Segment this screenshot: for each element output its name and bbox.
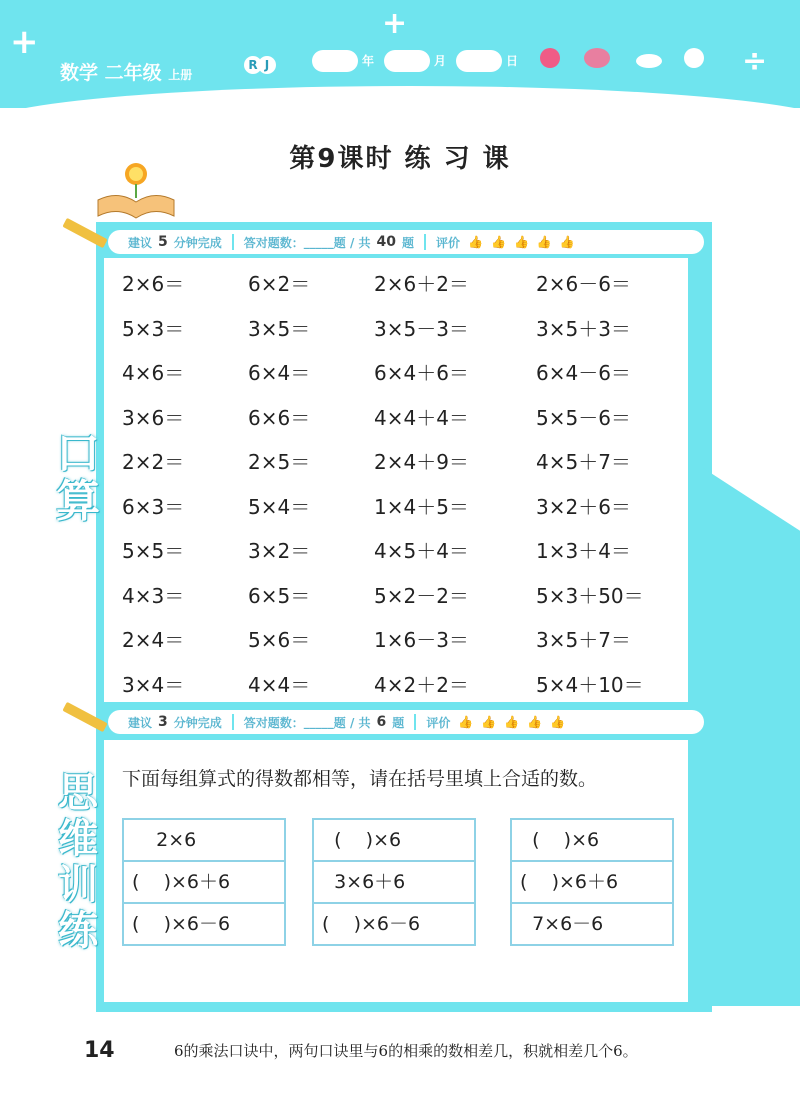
month-field[interactable] — [384, 50, 430, 72]
calc-problem[interactable]: 3×5＋7＝ — [536, 628, 631, 652]
calc-problem[interactable]: 6×6＝ — [248, 405, 311, 430]
year-field[interactable] — [312, 50, 358, 72]
page-number: 14 — [84, 1038, 115, 1063]
partly-cloudy-icon[interactable] — [584, 48, 610, 68]
calc-problem[interactable]: 5×5－6＝ — [536, 405, 631, 430]
calc-problem[interactable]: 5×3＋50＝ — [536, 583, 644, 608]
rating-thumbs-icon[interactable]: 👍👍👍👍👍 — [458, 715, 574, 729]
calc-problem[interactable]: 5×4＝ — [248, 494, 311, 519]
calc-problem[interactable]: 3×2＝ — [248, 539, 311, 563]
sunny-icon[interactable] — [540, 48, 560, 68]
calc-problem[interactable]: 2×4＝ — [122, 628, 185, 652]
calc-problem[interactable]: 5×5＝ — [122, 539, 185, 563]
subject-label: 数学 二年级 上册 — [60, 62, 193, 84]
rain-icon[interactable] — [636, 54, 662, 68]
panel-decoration — [700, 466, 800, 1006]
equation-group — [510, 818, 674, 946]
calc-problem[interactable]: 3×5＋3＝ — [536, 316, 631, 341]
calc-row — [104, 535, 674, 565]
calc-problem[interactable]: 5×2－2＝ — [374, 583, 469, 608]
divide-icon: ÷ — [742, 44, 768, 79]
calc-problem[interactable]: 4×6＝ — [122, 361, 185, 385]
calc-problem[interactable]: 6×3＝ — [122, 494, 185, 519]
calc-row — [104, 357, 674, 387]
calc-row — [104, 669, 674, 699]
calc-row — [104, 402, 674, 432]
calc-problem[interactable]: 2×2＝ — [122, 450, 185, 474]
footer-tip: 6的乘法口诀中，两句口诀里与6的相乘的数相差几，积就相差几个6。 — [174, 1042, 638, 1060]
section2-label: 思维训练 — [58, 770, 98, 954]
book-flower-icon — [96, 160, 176, 220]
snow-icon[interactable] — [684, 48, 704, 68]
calc-problem[interactable]: 4×2＋2＝ — [374, 672, 469, 697]
calc-row — [104, 446, 674, 476]
day-label: 日 — [506, 54, 519, 68]
calc-problem[interactable]: 4×5＋4＝ — [374, 539, 469, 563]
calc-problem[interactable]: 3×5－3＝ — [374, 316, 469, 341]
equation-cell[interactable]: ( )×6＋6 — [512, 860, 672, 902]
plus-icon: + — [10, 22, 39, 62]
calc-problem[interactable]: 4×4＝ — [248, 672, 311, 697]
lesson-title: 第9课时 练 习 课 — [289, 144, 511, 174]
edition-badge: R J — [244, 56, 272, 74]
calc-problem[interactable]: 6×4＋6＝ — [374, 361, 469, 385]
section1-label: 口算 — [56, 428, 100, 527]
section1-ribbon: 建议 5 分钟完成 答对题数： _____ 题 / 共 40 题 评价 👍👍👍👍👍 — [108, 230, 704, 254]
calc-problem[interactable]: 5×3＝ — [122, 316, 185, 341]
mental-math-card — [104, 258, 688, 702]
calc-row — [104, 580, 674, 610]
calc-problem[interactable]: 2×5＝ — [248, 450, 311, 474]
rating-thumbs-icon[interactable]: 👍👍👍👍👍 — [468, 235, 583, 249]
calc-problem[interactable]: 2×6＝ — [122, 272, 185, 296]
month-label: 月 — [434, 54, 447, 68]
equation-cell: 2×6 — [132, 829, 197, 851]
calc-row — [104, 313, 674, 343]
calc-problem[interactable]: 3×2＋6＝ — [536, 494, 631, 519]
equation-cell[interactable]: ( )×6－6 — [314, 902, 474, 944]
calc-problem[interactable]: 2×6＋2＝ — [374, 272, 469, 296]
calc-problem[interactable]: 6×4－6＝ — [536, 361, 631, 385]
calc-problem[interactable]: 5×6＝ — [248, 628, 311, 652]
equation-cell[interactable]: ( )×6－6 — [124, 902, 284, 944]
year-label: 年 — [362, 54, 375, 68]
calc-problem[interactable]: 2×6－6＝ — [536, 272, 631, 296]
equation-cell[interactable]: ( )×6 — [322, 829, 402, 851]
calc-problem[interactable]: 6×2＝ — [248, 272, 311, 296]
calc-row — [104, 491, 674, 521]
plus-icon: + — [382, 6, 408, 41]
calc-problem[interactable]: 4×4＋4＝ — [374, 405, 469, 430]
calc-problem[interactable]: 5×4＋10＝ — [536, 672, 644, 697]
equation-cell: 3×6＋6 — [314, 860, 474, 902]
instruction-text: 下面每组算式的得数都相等，请在括号里填上合适的数。 — [122, 768, 598, 790]
calc-problem[interactable]: 1×6－3＝ — [374, 628, 469, 652]
calc-problem[interactable]: 3×5＝ — [248, 316, 311, 341]
calc-problem[interactable]: 1×3＋4＝ — [536, 539, 631, 563]
calc-problem[interactable]: 3×6＝ — [122, 405, 185, 430]
section2-ribbon: 建议 3 分钟完成 答对题数： _____ 题 / 共 6 题 评价 👍👍👍👍👍 — [108, 710, 704, 734]
calc-row — [104, 268, 674, 298]
calc-problem[interactable]: 6×5＝ — [248, 583, 311, 608]
equation-cell[interactable]: ( )×6 — [520, 829, 600, 851]
day-field[interactable] — [456, 50, 502, 72]
calc-problem[interactable]: 2×4＋9＝ — [374, 450, 469, 474]
calc-problem[interactable]: 4×3＝ — [122, 583, 185, 608]
equation-cell: 7×6－6 — [512, 902, 672, 944]
calc-problem[interactable]: 3×4＝ — [122, 672, 185, 697]
calc-problem[interactable]: 6×4＝ — [248, 361, 311, 385]
equation-group — [312, 818, 476, 946]
equation-cell[interactable]: ( )×6＋6 — [124, 860, 284, 902]
equation-group — [122, 818, 286, 946]
calc-problem[interactable]: 1×4＋5＝ — [374, 494, 469, 519]
calc-row — [104, 624, 674, 654]
calc-problem[interactable]: 4×5＋7＝ — [536, 450, 631, 474]
